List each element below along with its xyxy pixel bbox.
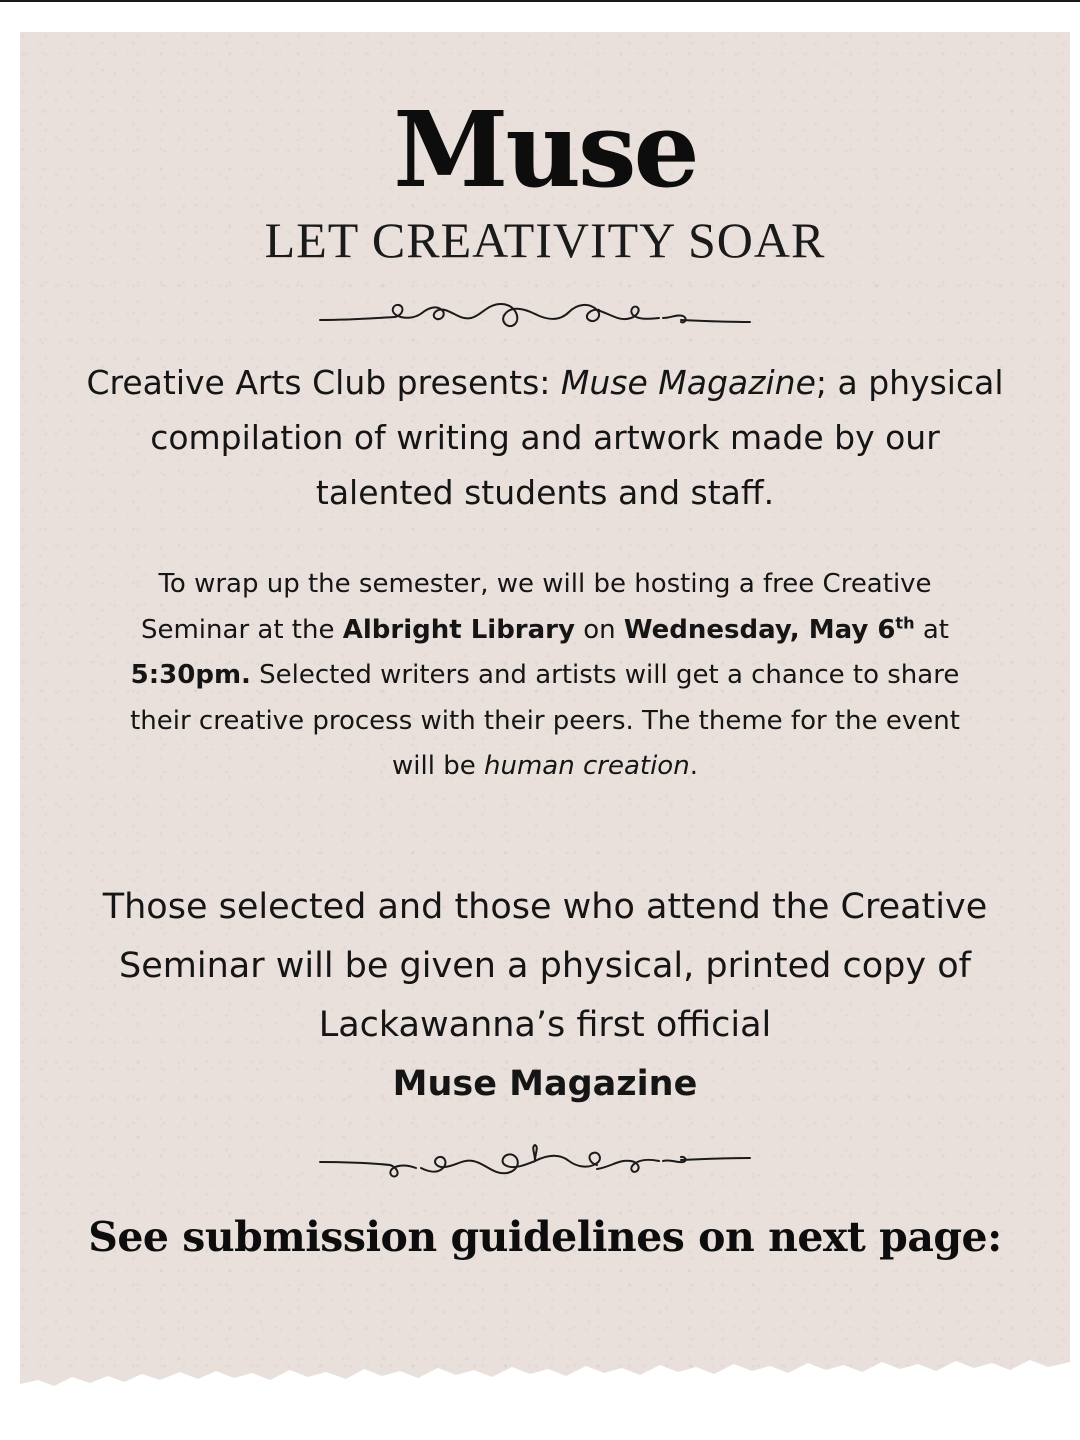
intro-lead: Creative Arts Club presents: [86,363,561,402]
closing-text: Those selected and those who attend the Creative Seminar will be given a physical, printed copy of Lackawanna’s first official [102,887,988,1045]
event-location: Albright Library [342,614,575,645]
tagline: LET CREATIVITY SOAR [264,212,826,268]
closing-paragraph [80,878,1010,1114]
event-text-3: at [914,614,949,645]
magazine-title: Muse [393,88,697,211]
event-text-1: To wrap up the semester, we will be hosting a free Creative Seminar at the [140,569,932,645]
event-time: 5:30pm. [130,660,251,690]
torn-paper-edge [20,1322,1070,1412]
intro-magazine-name: Muse Magazine [560,363,816,402]
event-paragraph [130,562,960,790]
submission-callout: See submission guidelines on next page: [88,1213,1002,1261]
event-text-5: . [689,751,698,781]
intro-rest: ; a physical compilation of writing and artwork made by our talented students and staff. [150,363,1004,512]
event-date-suffix: th [895,612,915,632]
top-border-line [0,0,1080,2]
scroll-flourish-icon [315,1138,755,1190]
scroll-flourish-icon [315,290,755,342]
flyer-paper [20,32,1070,1412]
closing-magazine-name: Muse Magazine [392,1064,698,1104]
event-theme: human creation [484,751,690,781]
intro-paragraph [80,355,1010,520]
event-text-4: Selected writers and artists will get a chance to share their creative process with their peers. The theme for the event will be [130,660,960,781]
event-date [623,612,915,645]
event-date-text: Wednesday, May 6 [623,614,896,645]
event-text-2: on [574,614,624,645]
